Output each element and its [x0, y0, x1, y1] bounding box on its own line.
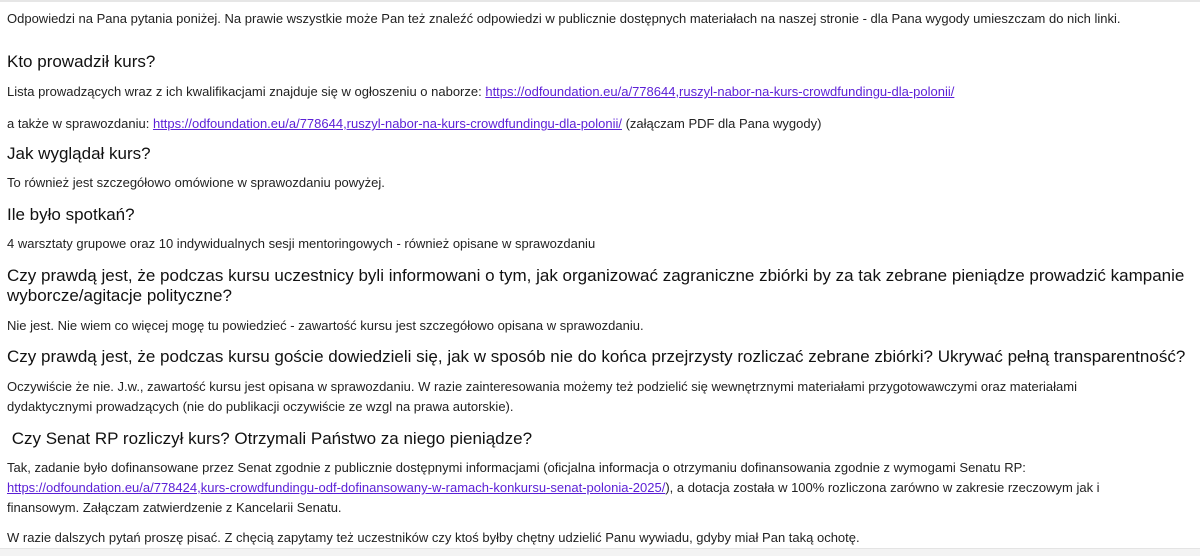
answer-senate-line3: finansowym. Załączam zatwierdzenie z Kancelarii Senatu.	[7, 500, 342, 515]
answer-instructors-line2: a także w sprawozdaniu: https://odfoundation.eu/a/778644,ruszyl-nabor-na-kurs-crowdfundingu-dla-polonii/ (załączam PDF dla Pana wygody)	[7, 116, 822, 131]
answer-senate-line1: Tak, zadanie było dofinansowane przez Senat zgodnie z publicznie dostępnymi informacjami (oficjalna informacja o otrzymaniu dofinansowania zgodnie z wymogami Senatu RP:	[7, 460, 1026, 475]
answer-instructors-line1: Lista prowadzących wraz z ich kwalifikacjami znajduje się w ogłoszeniu o naborze: https://odfoundation.eu/a/778644,ruszyl-nabor-na-kurs-crowdfundingu-dla-polonii/	[7, 84, 955, 99]
intro-paragraph: Odpowiedzi na Pana pytania poniżej. Na prawie wszystkie może Pan też znaleźć odpowiedzi w publicznie dostępnych materiałach na naszej stronie - dla Pana wygody umieszczam do nich linki.	[7, 11, 1121, 26]
answer-transparency-line1: Oczywiście że nie. J.w., zawartość kursu jest opisana w sprawozdaniu. W razie zainteresowania możemy też podzielić się wewnętrznymi materiałami przygotowawczymi oraz materiałami	[7, 379, 1077, 394]
senate-funding-link[interactable]: https://odfoundation.eu/a/778424,kurs-crowdfundingu-odf-dofinansowany-w-ramach-konkursu-senat-polonia-2025/	[7, 480, 666, 495]
closing-paragraph: W razie dalszych pytań proszę pisać. Z chęcią zapytamy też uczestników czy ktoś byłby chętny udzielić Panu wywiadu, gdyby miał Pan taką ochotę.	[7, 530, 860, 545]
question-meetings-count: Ile było spotkań?	[7, 205, 135, 224]
answer-political-campaigns: Nie jest. Nie wiem co więcej mogę tu powiedzieć - zawartość kursu jest szczegółowo opisana w sprawozdaniu.	[7, 318, 644, 333]
question-political-campaigns-line1: Czy prawdą jest, że podczas kursu uczestnicy byli informowani o tym, jak organizować zagraniczne zbiórki by za tak zebrane pieniądze prowadzić kampanie	[7, 266, 1185, 285]
answer-course-format: To również jest szczegółowo omówione w sprawozdaniu powyżej.	[7, 175, 385, 190]
question-political-campaigns-line2: wyborcze/agitacje polityczne?	[7, 286, 232, 305]
answer-transparency-line2: dydaktycznymi prowadzących (nie do publikacji oczywiście ze wzgl na prawa autorskie).	[7, 399, 514, 414]
answer-senate-line2: https://odfoundation.eu/a/778424,kurs-crowdfundingu-odf-dofinansowany-w-ramach-konkursu-senat-polonia-2025/), a dotacja została w 100% rozliczona zarówno w zakresie rzeczowym jak i	[7, 480, 1100, 495]
question-course-format: Jak wyglądał kurs?	[7, 144, 151, 163]
question-transparency: Czy prawdą jest, że podczas kursu goście dowiedzieli się, jak w sposób nie do końca przejrzysty rozliczać zebrane zbiórki? Ukrywać pełną transparentność?	[7, 347, 1186, 366]
answer-meetings-count: 4 warsztaty grupowe oraz 10 indywidualnych sesji mentoringowych - również opisane w sprawozdaniu	[7, 236, 596, 251]
report-link[interactable]: https://odfoundation.eu/a/778644,ruszyl-nabor-na-kurs-crowdfundingu-dla-polonii/	[152, 116, 622, 131]
recruitment-announcement-link[interactable]: https://odfoundation.eu/a/778644,ruszyl-nabor-na-kurs-crowdfundingu-dla-polonii/	[485, 84, 955, 99]
question-instructors: Kto prowadził kurs?	[7, 52, 156, 71]
top-border	[0, 0, 1200, 2]
question-senate-settlement: Czy Senat RP rozliczył kurs? Otrzymali Państwo za niego pieniądze?	[7, 429, 533, 448]
